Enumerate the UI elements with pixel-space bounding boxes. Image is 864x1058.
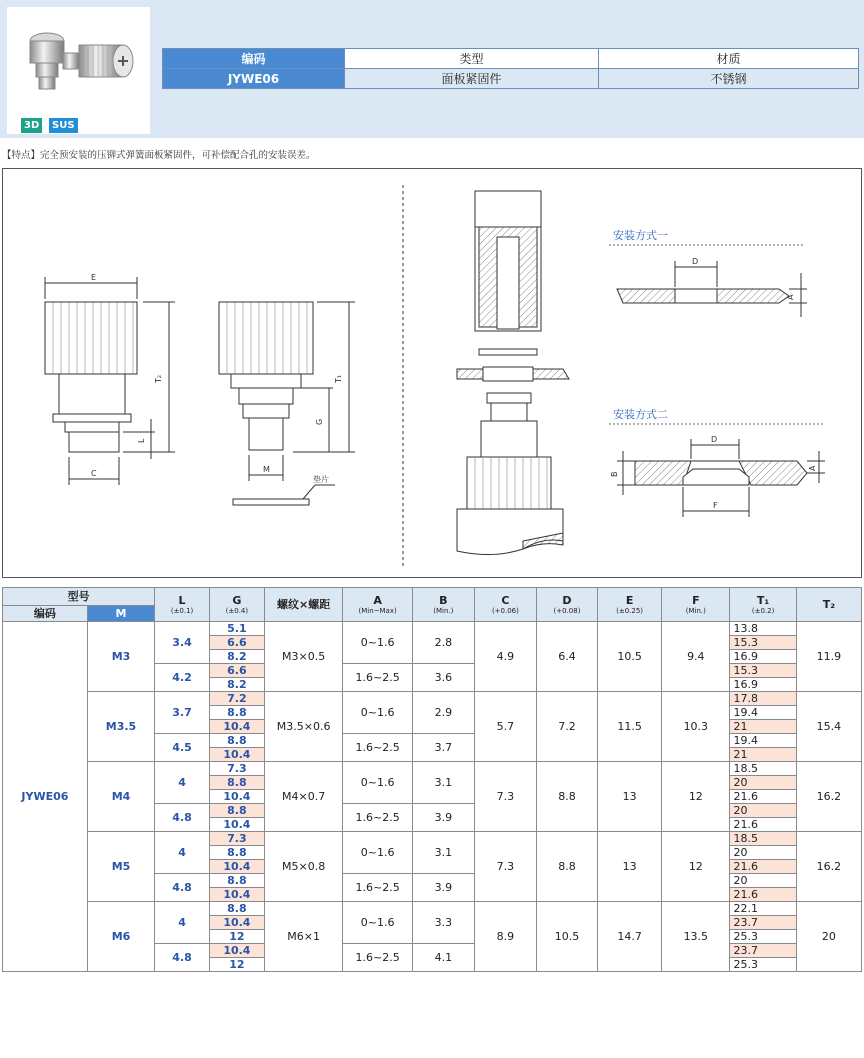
method-1-title: 安装方式一	[613, 229, 668, 242]
cell-f: 10.3	[662, 692, 730, 762]
header-g-label: G	[232, 594, 242, 607]
method-2-f-label: F	[713, 501, 718, 510]
cell-d: 7.2	[536, 692, 597, 762]
cell-t1: 15.3	[730, 664, 796, 678]
cell-a: 1.6~2.5	[343, 874, 412, 902]
cell-g: 8.8	[209, 902, 264, 916]
cell-g: 10.4	[209, 748, 264, 762]
header-g	[209, 588, 264, 622]
cell-f: 9.4	[662, 622, 730, 692]
header-f	[662, 588, 730, 622]
cell-c: 5.7	[474, 692, 536, 762]
method-2-a-label: A	[808, 465, 817, 471]
dim-label-c: C	[91, 469, 97, 478]
cell-b: 3.9	[412, 804, 474, 832]
cell-t1: 20	[730, 804, 796, 818]
spec-header-material: 材质	[599, 49, 859, 69]
product-image	[21, 27, 139, 107]
badge-sus: SUS	[49, 118, 78, 133]
cell-t1: 22.1	[730, 902, 796, 916]
cell-m: M3.5	[87, 692, 154, 762]
cell-t1: 19.4	[730, 706, 796, 720]
cell-g: 8.8	[209, 734, 264, 748]
cell-g: 6.6	[209, 636, 264, 650]
header-g-tol: (±0.4)	[225, 607, 249, 615]
cell-d: 6.4	[536, 622, 597, 692]
cell-thread: M3×0.5	[264, 622, 343, 692]
spec-header-type: 类型	[345, 49, 599, 69]
cell-a: 0~1.6	[343, 692, 412, 734]
header-code: 编码	[3, 606, 88, 622]
cell-b: 3.9	[412, 874, 474, 902]
cell-t1: 23.7	[730, 916, 796, 930]
method-2-b-label: B	[610, 471, 619, 477]
cell-g: 12	[209, 958, 264, 972]
cell-t2: 20	[796, 902, 861, 972]
washer-label: 垫片	[313, 475, 329, 484]
header-t1-label: T₁	[756, 594, 770, 607]
table-row	[3, 692, 862, 706]
cell-t1: 16.9	[730, 678, 796, 692]
cell-a: 0~1.6	[343, 832, 412, 874]
method-2-title: 安装方式二	[613, 408, 668, 421]
cell-g: 7.2	[209, 692, 264, 706]
cell-b: 3.7	[412, 734, 474, 762]
cell-c: 8.9	[474, 902, 536, 972]
cell-a: 0~1.6	[343, 902, 412, 944]
cell-g: 8.8	[209, 846, 264, 860]
cell-t1: 21	[730, 748, 796, 762]
header-c	[474, 588, 536, 622]
header-f-label: F	[692, 594, 700, 607]
cell-l: 3.7	[155, 692, 210, 734]
technical-drawing	[2, 168, 862, 578]
spec-value-material: 不锈钢	[599, 69, 859, 89]
header-t1-tol: (±0.2)	[751, 607, 775, 615]
cell-l: 4	[155, 762, 210, 804]
cell-c: 7.3	[474, 762, 536, 832]
cell-a: 0~1.6	[343, 622, 412, 664]
header-b-tol: (Min.)	[433, 607, 454, 615]
header-thread: 螺纹×螺距	[264, 588, 343, 622]
cell-g: 8.8	[209, 706, 264, 720]
cell-a: 1.6~2.5	[343, 734, 412, 762]
cell-l: 4	[155, 832, 210, 874]
cell-e: 13	[598, 832, 662, 902]
cell-l: 4.2	[155, 664, 210, 692]
cell-g: 8.2	[209, 678, 264, 692]
cell-b: 3.6	[412, 664, 474, 692]
cell-l: 4.8	[155, 804, 210, 832]
cell-t1: 20	[730, 874, 796, 888]
dim-label-l: L	[137, 438, 146, 443]
header-a-tol: (Min~Max)	[358, 607, 397, 615]
header-t1	[730, 588, 796, 622]
cell-g: 12	[209, 930, 264, 944]
cell-b: 2.9	[412, 692, 474, 734]
cell-m: M6	[87, 902, 154, 972]
cell-d: 8.8	[536, 762, 597, 832]
dimension-table	[2, 587, 862, 972]
header-l	[155, 588, 210, 622]
cell-f: 12	[662, 832, 730, 902]
cell-b: 3.1	[412, 762, 474, 804]
cell-t1: 21	[730, 720, 796, 734]
header-t2: T₂	[796, 588, 861, 622]
header-m: M	[87, 606, 154, 622]
cell-l: 3.4	[155, 622, 210, 664]
cell-l: 4.8	[155, 874, 210, 902]
cell-f: 13.5	[662, 902, 730, 972]
cell-b: 3.1	[412, 832, 474, 874]
header-d-tol: (+0.08)	[553, 607, 581, 615]
cell-thread: M6×1	[264, 902, 343, 972]
cell-t2: 11.9	[796, 622, 861, 692]
product-header	[0, 0, 864, 138]
cell-m: M5	[87, 832, 154, 902]
cell-t1: 17.8	[730, 692, 796, 706]
header-b	[412, 588, 474, 622]
cell-t2: 15.4	[796, 692, 861, 762]
cell-thread: M5×0.8	[264, 832, 343, 902]
method-2-d-label: D	[711, 435, 718, 444]
cell-g: 10.4	[209, 790, 264, 804]
spec-table	[162, 48, 859, 89]
cell-e: 14.7	[598, 902, 662, 972]
cell-g: 8.8	[209, 804, 264, 818]
method-1-a-label: A	[786, 294, 795, 300]
cell-code: JYWE06	[3, 622, 88, 972]
cell-thread: M4×0.7	[264, 762, 343, 832]
cell-t1: 18.5	[730, 832, 796, 846]
cell-b: 3.3	[412, 902, 474, 944]
cell-t1: 21.6	[730, 888, 796, 902]
cell-a: 1.6~2.5	[343, 804, 412, 832]
cell-t1: 18.5	[730, 762, 796, 776]
cell-e: 10.5	[598, 622, 662, 692]
header-a-label: A	[373, 594, 382, 607]
table-row	[3, 622, 862, 636]
cell-g: 7.3	[209, 762, 264, 776]
cell-a: 1.6~2.5	[343, 944, 412, 972]
cell-t1: 20	[730, 776, 796, 790]
cell-g: 10.4	[209, 860, 264, 874]
table-row	[3, 902, 862, 916]
header-b-label: B	[439, 594, 448, 607]
cell-g: 10.4	[209, 720, 264, 734]
header-l-tol: (±0.1)	[170, 607, 194, 615]
dim-label-t2: T₂	[154, 374, 163, 383]
cell-g: 7.3	[209, 832, 264, 846]
spec-value-type: 面板紧固件	[345, 69, 599, 89]
cell-g: 8.8	[209, 776, 264, 790]
header-d	[536, 588, 597, 622]
header-l-label: L	[178, 594, 186, 607]
dim-label-m: M	[263, 465, 270, 474]
spec-value-code: JYWE06	[163, 69, 345, 89]
cell-l: 4.5	[155, 734, 210, 762]
cell-t1: 20	[730, 846, 796, 860]
dim-label-g: G	[315, 418, 324, 425]
header-c-tol: (+0.06)	[491, 607, 519, 615]
cell-g: 5.1	[209, 622, 264, 636]
cell-d: 8.8	[536, 832, 597, 902]
cell-b: 2.8	[412, 622, 474, 664]
cell-e: 11.5	[598, 692, 662, 762]
cell-t1: 15.3	[730, 636, 796, 650]
cell-t1: 21.6	[730, 790, 796, 804]
cell-d: 10.5	[536, 902, 597, 972]
table-row	[3, 762, 862, 776]
cell-m: M4	[87, 762, 154, 832]
cell-g: 6.6	[209, 664, 264, 678]
cell-t1: 21.6	[730, 860, 796, 874]
header-e	[598, 588, 662, 622]
header-d-label: D	[562, 594, 572, 607]
cell-l: 4.8	[155, 944, 210, 972]
cell-t1: 16.9	[730, 650, 796, 664]
header-c-label: C	[501, 594, 510, 607]
cell-t1: 23.7	[730, 944, 796, 958]
cell-a: 1.6~2.5	[343, 664, 412, 692]
cell-t1: 21.6	[730, 818, 796, 832]
cell-thread: M3.5×0.6	[264, 692, 343, 762]
header-e-label: E	[625, 594, 634, 607]
dim-label-t1: T₁	[334, 374, 343, 383]
cell-g: 10.4	[209, 944, 264, 958]
cell-l: 4	[155, 902, 210, 944]
header-f-tol: (Min.)	[685, 607, 706, 615]
header-a	[343, 588, 412, 622]
cell-t1: 19.4	[730, 734, 796, 748]
cell-t2: 16.2	[796, 832, 861, 902]
method-1-d-label: D	[692, 257, 699, 266]
product-photo	[7, 7, 150, 134]
header-model: 型号	[3, 588, 155, 606]
cell-g: 8.8	[209, 874, 264, 888]
dim-label-e: E	[91, 273, 97, 282]
feature-text: 【特点】完全预安装的压铆式弹簧面板紧固件，可补偿配合孔的安装误差。	[2, 150, 316, 161]
cell-g: 10.4	[209, 888, 264, 902]
cell-c: 7.3	[474, 832, 536, 902]
table-body	[3, 622, 862, 972]
cell-m: M3	[87, 622, 154, 692]
cell-b: 4.1	[412, 944, 474, 972]
cell-c: 4.9	[474, 622, 536, 692]
cell-t1: 25.3	[730, 930, 796, 944]
cell-e: 13	[598, 762, 662, 832]
cell-t1: 25.3	[730, 958, 796, 972]
spec-header-code: 编码	[163, 49, 345, 69]
cell-g: 8.2	[209, 650, 264, 664]
cell-g: 10.4	[209, 916, 264, 930]
table-row	[3, 832, 862, 846]
cell-t2: 16.2	[796, 762, 861, 832]
cell-t1: 13.8	[730, 622, 796, 636]
cell-g: 10.4	[209, 818, 264, 832]
cell-f: 12	[662, 762, 730, 832]
header-e-tol: (±0.25)	[616, 607, 644, 615]
badge-3d[interactable]: 3D	[21, 118, 42, 133]
cell-a: 0~1.6	[343, 762, 412, 804]
